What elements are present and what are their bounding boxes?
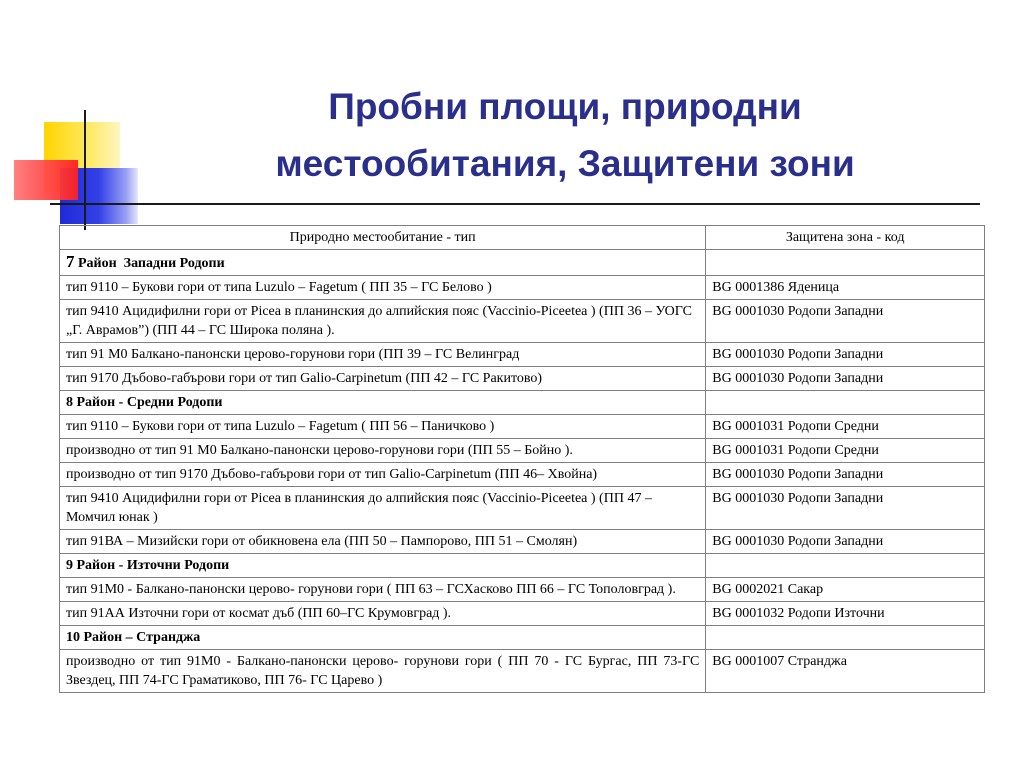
habitat-cell: тип 9410 Ацидифилни гори от Picea в планинския до алпийския пояс (Vaccinio-Piceetea ) (ПП 36 – УОГС „Г. Аврамов”) (ПП 44 – ГС Широка поляна ). xyxy=(60,300,706,343)
habitat-cell: производно от тип 91М0 - Балкано-панонски церово- горунови гори ( ПП 70 - ГС Бургас, ПП 73-ГС Звездец, ПП 74-ГС Граматиково, ПП 76- ГС Царево ) xyxy=(60,650,706,693)
slide-title-line2: местообитания, Защитени зони xyxy=(275,143,855,184)
habitat-cell: тип 9110 – Букови гори от типа Luzulo – Fagetum ( ПП 56 – Паничково ) xyxy=(60,415,706,439)
region-row xyxy=(60,250,985,276)
table-header-row xyxy=(60,226,985,250)
zone-code-cell xyxy=(706,391,985,415)
table-row xyxy=(60,439,985,463)
region-number: 7 xyxy=(66,252,75,271)
zone-code-cell: BG 0001386 Яденица xyxy=(706,276,985,300)
zone-code-cell: BG 0001030 Родопи Западни xyxy=(706,463,985,487)
region-row xyxy=(60,391,985,415)
region-row xyxy=(60,554,985,578)
region-label: 10 Район – Странджа xyxy=(66,630,201,645)
region-cell xyxy=(60,554,706,578)
region-cell xyxy=(60,626,706,650)
zone-code-cell: BG 0002021 Сакар xyxy=(706,578,985,602)
habitat-cell: производно от тип 9170 Дъбово-габърови гори от тип Galio-Carpinetum (ПП 46– Хвойна) xyxy=(60,463,706,487)
habitat-cell: тип 91М0 - Балкано-панонски церово- горунови гори ( ПП 63 – ГСХасково ПП 66 – ГС Тополовград ). xyxy=(60,578,706,602)
habitat-cell: производно от тип 91 М0 Балкано-панонски церово-горунови гори (ПП 55 – Бойно ). xyxy=(60,439,706,463)
table-row xyxy=(60,578,985,602)
title-divider-line xyxy=(50,203,980,205)
table-body xyxy=(60,250,985,693)
zone-code-cell xyxy=(706,626,985,650)
table-row xyxy=(60,343,985,367)
habitat-cell: тип 9410 Ацидифилни гори от Picea в планинския до алпийския пояс (Vaccinio-Piceetea ) (ПП 47 –Момчил юнак ) xyxy=(60,487,706,530)
slide-title xyxy=(150,78,980,192)
habitat-cell: тип 9170 Дъбово-габърови гори от тип Galio-Carpinetum (ПП 42 – ГС Ракитово) xyxy=(60,367,706,391)
zone-code-cell: BG 0001030 Родопи Западни xyxy=(706,367,985,391)
table-row xyxy=(60,530,985,554)
header-protected-zone-code: Защитена зона - код xyxy=(706,226,985,250)
header-habitat-type: Природно местообитание - тип xyxy=(60,226,706,250)
decor-red-square xyxy=(14,160,78,200)
region-row xyxy=(60,626,985,650)
zone-code-cell: BG 0001031 Родопи Средни xyxy=(706,439,985,463)
region-label: Район Западни Родопи xyxy=(74,256,225,271)
table-row xyxy=(60,300,985,343)
table-row xyxy=(60,415,985,439)
habitat-cell: тип 91ВА – Мизийски гори от обикновена ела (ПП 50 – Пампорово, ПП 51 – Смолян) xyxy=(60,530,706,554)
habitat-cell: тип 91АА Източни гори от космат дъб (ПП 60–ГС Крумовград ). xyxy=(60,602,706,626)
table-row xyxy=(60,650,985,693)
table-row xyxy=(60,367,985,391)
zone-code-cell: BG 0001032 Родопи Източни xyxy=(706,602,985,626)
table-row xyxy=(60,602,985,626)
slide-title-line1: Пробни площи, природни xyxy=(328,86,802,127)
zone-code-cell: BG 0001030 Родопи Западни xyxy=(706,343,985,367)
zone-code-cell: BG 0001031 Родопи Средни xyxy=(706,415,985,439)
table-row xyxy=(60,276,985,300)
zone-code-cell: BG 0001030 Родопи Западни xyxy=(706,300,985,343)
region-cell xyxy=(60,250,706,276)
habitat-cell: тип 9110 – Букови гори от типа Luzulo – Fagetum ( ПП 35 – ГС Белово ) xyxy=(60,276,706,300)
zone-code-cell: BG 0001007 Странджа xyxy=(706,650,985,693)
zone-code-cell: BG 0001030 Родопи Западни xyxy=(706,530,985,554)
zone-code-cell xyxy=(706,250,985,276)
zone-code-cell xyxy=(706,554,985,578)
habitat-cell: тип 91 М0 Балкано-панонски церово-горунови гори (ПП 39 – ГС Велинград xyxy=(60,343,706,367)
zone-code-cell: BG 0001030 Родопи Западни xyxy=(706,487,985,530)
table-row xyxy=(60,463,985,487)
decor-vertical-line xyxy=(84,110,86,230)
habitat-table xyxy=(59,225,985,693)
region-cell xyxy=(60,391,706,415)
table-row xyxy=(60,487,985,530)
region-label: 9 Район - Източни Родопи xyxy=(66,558,230,573)
region-label: 8 Район - Средни Родопи xyxy=(66,395,223,410)
